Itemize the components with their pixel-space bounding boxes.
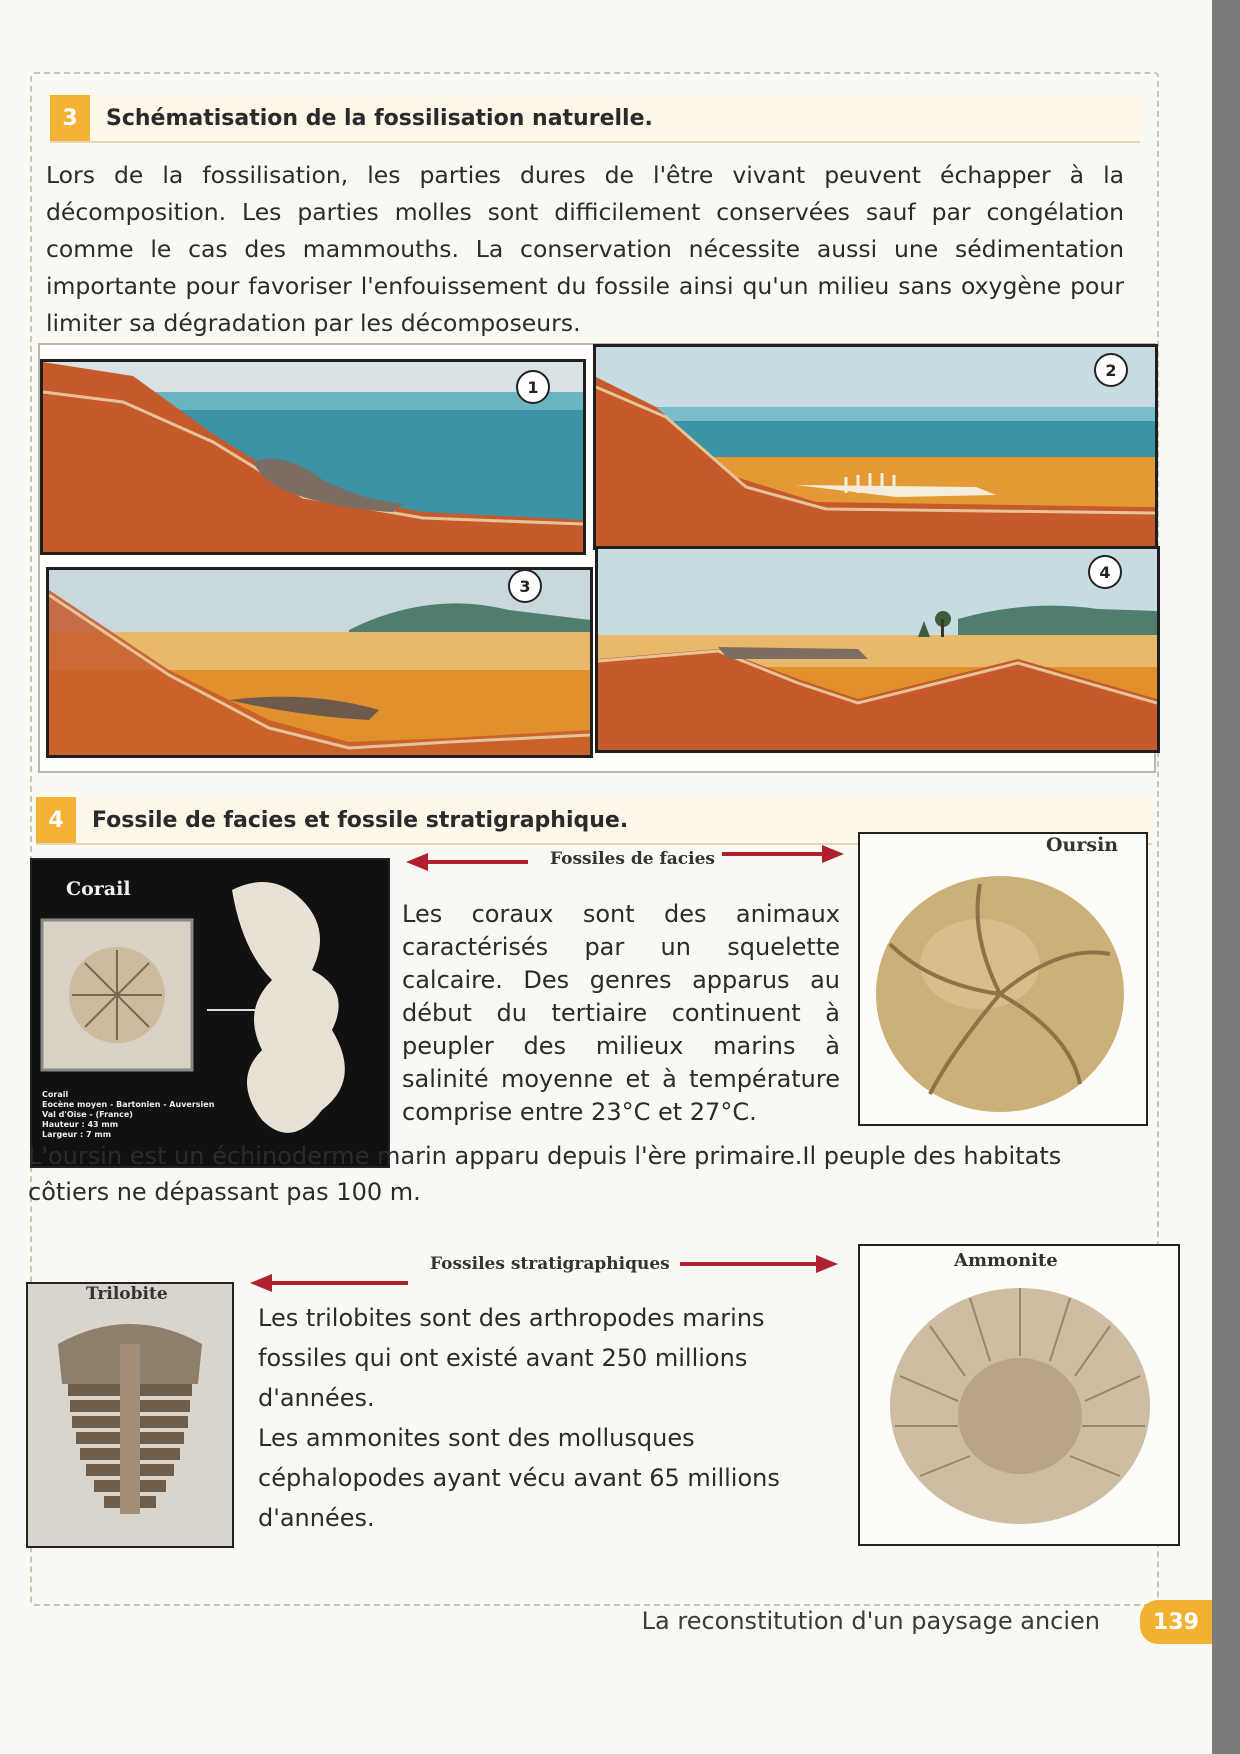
coral-caption-line: Eocène moyen - Bartonien - Auversien xyxy=(42,1100,215,1109)
coral-caption-line: Largeur : 7 mm xyxy=(42,1130,112,1139)
facies-arrow-right xyxy=(722,852,822,856)
trilobite-photo xyxy=(26,1282,234,1548)
trilobite-label: Trilobite xyxy=(86,1284,168,1304)
strat-label: Fossiles stratigraphiques xyxy=(430,1254,670,1274)
strat-arrow-right-head xyxy=(816,1255,838,1273)
scene-4-number: 4 xyxy=(1088,555,1122,589)
strat-arrow-right xyxy=(680,1262,816,1266)
page-edge xyxy=(1212,0,1240,1754)
section-4-title: Fossile de facies et fossile stratigraphique. xyxy=(92,807,629,833)
scene-1-number: 1 xyxy=(516,370,550,404)
ammonite-photo xyxy=(858,1244,1180,1546)
coral-text: Les coraux sont des animaux caractérisés par un squelette calcaire. Des genres apparus au début du tertiaire continuent à peupler des milieux marins à salinité moyenne et à température comprise entre 23°C et 27°C. xyxy=(402,900,840,1126)
scene-1 xyxy=(40,359,586,555)
scene-2 xyxy=(593,344,1158,550)
section-3-header xyxy=(50,95,1140,143)
chapter-title: La reconstitution d'un paysage ancien xyxy=(641,1607,1100,1635)
scene-4 xyxy=(595,546,1160,753)
coral-label: Corail xyxy=(66,878,131,900)
section-4-number: 4 xyxy=(36,797,76,843)
section-3-paragraph: Lors de la fossilisation, les parties dures de l'être vivant peuvent échapper à la décomposition. Les parties molles sont difficilement conservées sauf par congélation comme le cas des mammouths. La conservation nécessite aussi une sédimentation importante pour favoriser l'enfouissement du fossile ainsi qu'un milieu sans oxygène pour limiter sa dégradation par les décomposeurs. xyxy=(46,161,1124,337)
facies-label: Fossiles de facies xyxy=(550,849,715,869)
coral-caption-line: Corail xyxy=(42,1090,69,1099)
trilobite-text: Les trilobites sont des arthropodes marins fossiles qui ont existé avant 250 millions d'années. xyxy=(258,1304,765,1412)
fossilisation-diagram xyxy=(38,343,1156,773)
scene-2-number: 2 xyxy=(1094,353,1128,387)
ammonite-text: Les ammonites sont des mollusques céphalopodes ayant vécu avant 65 millions d'années. xyxy=(258,1424,780,1532)
strat-arrow-left xyxy=(272,1281,408,1285)
section-3-number: 3 xyxy=(50,95,90,141)
page-number: 139 xyxy=(1140,1600,1212,1644)
coral-caption-line: Val d'Oise - (France) xyxy=(42,1110,133,1119)
section-3-title: Schématisation de la fossilisation naturelle. xyxy=(106,105,653,131)
facies-arrow-left-head xyxy=(406,853,428,871)
ammonite-label: Ammonite xyxy=(954,1250,1058,1271)
strat-arrow-left-head xyxy=(250,1274,272,1292)
facies-arrow-left xyxy=(428,860,528,864)
facies-arrow-right-head xyxy=(822,845,844,863)
scene-3-number: 3 xyxy=(508,569,542,603)
oursin-text: L'oursin est un échinoderme marin apparu depuis l'ère primaire.Il peuple des habitats côtiers ne dépassant pas 100 m. xyxy=(28,1142,1062,1206)
coral-caption-line: Hauteur : 43 mm xyxy=(42,1120,119,1129)
oursin-label: Oursin xyxy=(1046,834,1119,856)
coral-caption xyxy=(42,1090,214,1140)
oursin-photo xyxy=(858,832,1148,1126)
